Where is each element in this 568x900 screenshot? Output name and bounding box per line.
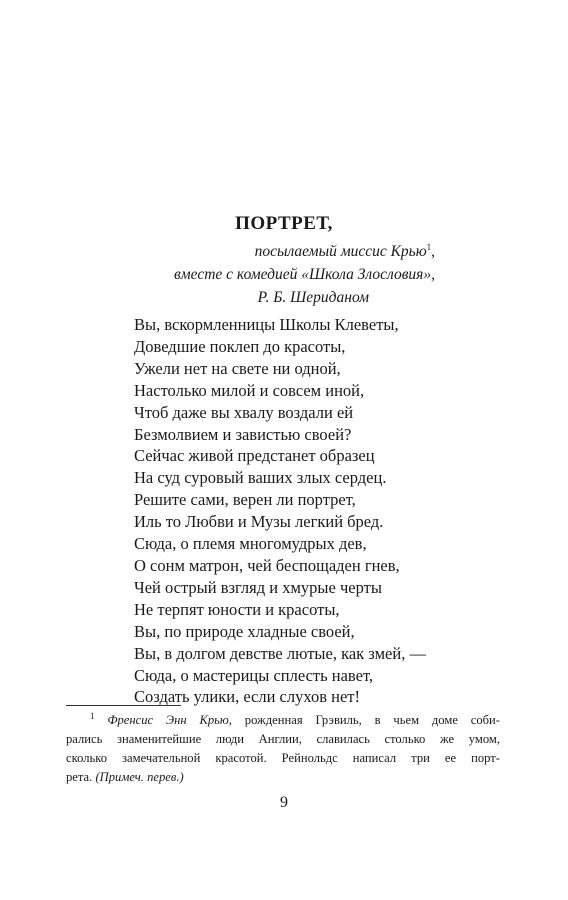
poem-line: Вы, вскормленницы Школы Клеветы, bbox=[134, 315, 399, 334]
poem-line: Ужели нет на свете ни одной, bbox=[134, 358, 341, 378]
footnote-ref[interactable]: 1 bbox=[426, 241, 432, 252]
epigraph-line-1: посылаемый миссис Крью$^1$, bbox=[254, 241, 435, 260]
poem-line: Сюда, о племя многомудрых дев, bbox=[134, 534, 367, 554]
poem-line: Вы, в долгом девстве лютые, как змей, — bbox=[134, 643, 426, 663]
poem-line: Настолько милой и совсем иной, bbox=[134, 380, 365, 400]
footnote-divider bbox=[66, 705, 181, 706]
footnote-text-1: , рожденная Грэвиль, в чьем доме соби- bbox=[228, 713, 500, 727]
footnote-marker: 1 bbox=[90, 710, 95, 721]
poem-line: Не терпят юности и красоты, bbox=[134, 599, 340, 619]
poem-title: ПОРТРЕТ, bbox=[235, 213, 333, 234]
poem-body bbox=[134, 314, 464, 708]
poem-line: Иль то Любви и Музы легкий бред. bbox=[134, 512, 384, 532]
poem-line: Создать улики, если слухов нет! bbox=[134, 687, 361, 707]
poem-line: Чей острый взгляд и хмурые черты bbox=[134, 577, 382, 597]
translator-note: (Примеч. перев.) bbox=[95, 770, 184, 784]
page-number: 9 bbox=[280, 794, 288, 811]
footnote-line-2: рались знаменитейшие люди Англии, славилась столько же умом, bbox=[66, 732, 500, 746]
epigraph bbox=[135, 240, 435, 309]
poem-line: Решите сами, верен ли портрет, bbox=[134, 490, 356, 510]
epigraph-text-1: посылаемый миссис Крью bbox=[254, 243, 427, 260]
poem-line: Чтоб даже вы хвалу воздали ей bbox=[134, 402, 354, 422]
poem-line: Сейчас живой предстанет образец bbox=[134, 446, 375, 466]
epigraph-line-2: вместе с комедией «Школа Злословия», bbox=[174, 266, 435, 283]
poem-line: Безмолвием и завистью своей? bbox=[134, 424, 352, 444]
poem-line: Вы, по природе хладные своей, bbox=[134, 621, 355, 641]
poem-line: О сонм матрон, чей беспощаден гнев, bbox=[134, 555, 400, 575]
poem-line: Сюда, о мастерицы сплесть навет, bbox=[134, 665, 374, 685]
footnote-line-1 bbox=[66, 711, 500, 730]
footnote-name: Френсис Энн Крью bbox=[107, 713, 229, 727]
poem-line: Доведшие поклеп до красоты, bbox=[134, 336, 346, 356]
footnote-line-4 bbox=[66, 768, 500, 787]
poem-line: На суд суровый ваших злых сердец. bbox=[134, 468, 387, 488]
epigraph-line-3: Р. Б. Шериданом bbox=[257, 289, 369, 306]
footnote-line-3: сколько замечательной красотой. Рейнольдс написал три ее порт- bbox=[66, 751, 500, 765]
footnote-text-4: рета. bbox=[66, 770, 96, 784]
footnote bbox=[66, 711, 500, 787]
